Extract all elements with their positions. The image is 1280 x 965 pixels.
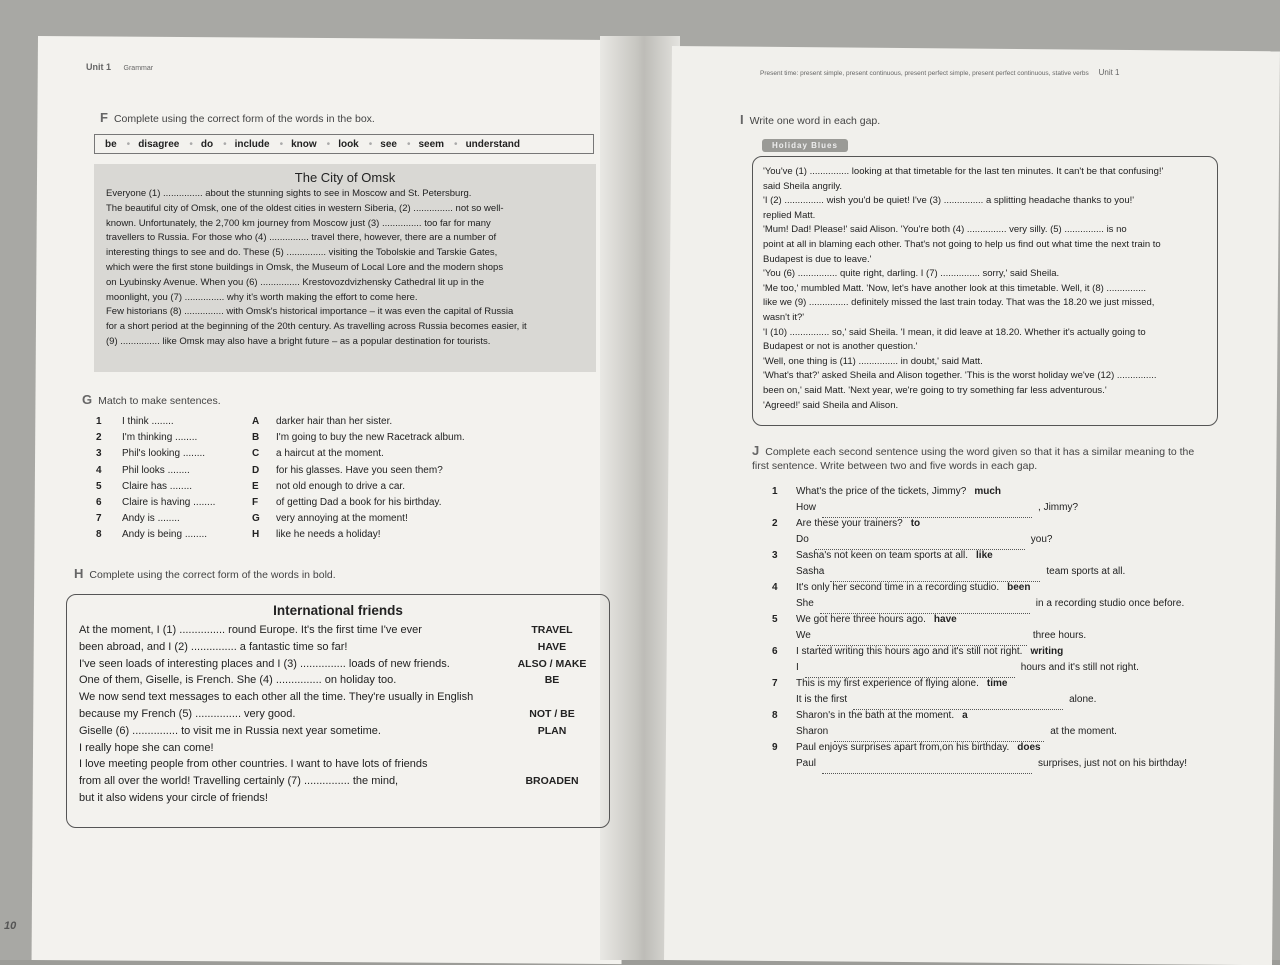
- text-line: I really hope she can come!: [79, 741, 214, 754]
- text-row: [79, 723, 597, 740]
- first-sentence: It's only her second time in a recording studio.: [796, 582, 1000, 593]
- word-separator: •: [454, 138, 458, 150]
- task-letter: I: [740, 112, 744, 127]
- instruction-text: Write one word in each gap.: [749, 115, 881, 127]
- text-line: like we (9) ............... definitely missed the last train today. That was the 18.20 we just missed,: [763, 297, 1155, 309]
- answer-gap[interactable]: [822, 502, 1032, 518]
- transformation-answer: [772, 598, 1212, 614]
- paragraph-line: interesting things to see and do. These (5) ............... visiting the Tobolskie and Tarskie Gates,: [106, 247, 498, 259]
- key-word: writing: [1030, 646, 1064, 657]
- task-j-instruction: [752, 444, 1212, 473]
- section-label: Grammar: [123, 65, 154, 72]
- international-friends-text: [79, 622, 597, 807]
- sentence-ending: like he needs a holiday!: [276, 529, 381, 541]
- transformation-answer: [772, 758, 1212, 774]
- transformation-question: [772, 678, 1212, 694]
- answer-end: , Jimmy?: [1038, 502, 1079, 513]
- word-box-word: include: [234, 138, 270, 150]
- text-line: Budapest is due to leave.': [763, 253, 872, 265]
- text-title: The City of Omsk: [294, 170, 396, 185]
- word-separator: •: [368, 138, 373, 150]
- text-title: International friends: [273, 603, 403, 618]
- transformation-answer: [772, 534, 1212, 550]
- sentence-start: I think ........: [122, 416, 174, 427]
- text-line: Budapest or not is another question.': [763, 341, 918, 353]
- text-line: 'Mum! Dad! Please!' said Alison. 'You're both (4) ............... very silly. (5) ............... is no: [763, 224, 1127, 236]
- text-line: One of them, Giselle, is French. She (4) ............... on holiday too.: [79, 674, 397, 687]
- first-sentence: We got here three hours ago.: [796, 614, 926, 625]
- first-sentence: What's the price of the tickets, Jimmy?: [796, 486, 967, 497]
- transformation-answer: [772, 502, 1212, 518]
- option-letter: G: [252, 513, 260, 525]
- paragraph-line: (9) ............... like Omsk may also have a bright future – as a popular destination for tourists.: [106, 335, 491, 347]
- answer-gap[interactable]: [815, 534, 1025, 550]
- match-row: [96, 448, 546, 464]
- match-row: [96, 497, 546, 513]
- answer-gap[interactable]: [822, 758, 1032, 774]
- answer-start: Paul: [796, 758, 817, 769]
- key-word: much: [974, 486, 1001, 497]
- answer-start: Sharon: [796, 726, 829, 737]
- word-box-word: be: [105, 138, 117, 150]
- match-list: [96, 416, 546, 546]
- text-line: wasn't it?': [763, 311, 805, 323]
- first-sentence: Paul enjoys surprises apart from,on his birthday.: [796, 742, 1010, 753]
- key-word: been: [1007, 582, 1031, 593]
- key-word: time: [986, 678, 1008, 689]
- text-line: I love meeting people from other countries. I want to have lots of friends: [79, 758, 428, 771]
- first-sentence: Sharon's in the bath at the moment.: [796, 710, 955, 721]
- first-sentence: Sasha's not keen on team sports at all.: [796, 550, 969, 561]
- item-number: 2: [772, 518, 778, 529]
- key-word: to: [910, 518, 921, 529]
- task-h-instruction: [74, 566, 336, 581]
- match-row: [96, 529, 546, 545]
- text-line: 'I (2) ............... wish you'd be quiet! I've (3) ............... a splitting headache thanks to you!': [763, 195, 1135, 207]
- item-number: 1: [96, 416, 102, 427]
- transformation-answer: [772, 566, 1212, 582]
- item-number: 8: [772, 710, 778, 721]
- right-header: [760, 68, 1210, 77]
- text-line: 'You've (1) ............... looking at that timetable for the last ten minutes. It can't be that confusing!': [763, 166, 1164, 177]
- answer-start: It is the first: [796, 694, 848, 705]
- sentence-start: Andy is ........: [122, 513, 180, 525]
- text-line: 'I (10) ............... so,' said Sheila. 'I mean, it did leave at 18.20. Whether it's actually going to: [763, 326, 1146, 338]
- answer-start: How: [796, 502, 817, 513]
- word-cue: [507, 790, 597, 807]
- first-sentence: Are these your trainers?: [796, 518, 903, 529]
- paragraph-line: Everyone (1) ............... about the stunning sights to see in Moscow and St. Petersburg.: [106, 188, 472, 199]
- word-cue: BE: [544, 674, 560, 687]
- item-number: 7: [772, 678, 778, 689]
- text-line: 'You (6) ............... quite right, darling. I (7) ............... sorry,' said Sheila.: [763, 268, 1060, 280]
- match-row: [96, 465, 546, 481]
- holiday-blues-tab: Holiday Blues: [762, 139, 848, 152]
- answer-end: you?: [1030, 534, 1053, 545]
- item-number: 5: [96, 480, 102, 492]
- paragraph-line: for a short period at the beginning of the 20th century. As travelling across Russia becomes easier, it: [106, 321, 527, 333]
- first-sentence: I started writing this hours ago and it's still not right.: [796, 646, 1023, 657]
- sentence-start: Claire has ........: [122, 480, 193, 492]
- word-box-word: look: [338, 138, 359, 150]
- answer-end: surprises, just not on his birthday!: [1038, 758, 1187, 769]
- item-number: 6: [772, 646, 778, 657]
- answer-start: Sasha: [796, 566, 825, 577]
- key-word: a: [962, 710, 968, 721]
- topic-label: Present time: present simple, present continuous, present perfect simple, present perfect continuous, stative verbs: [760, 70, 1089, 77]
- unit-label: Unit 1: [1098, 68, 1120, 77]
- item-number: 7: [96, 513, 102, 525]
- instruction-text: Complete using the correct form of the words in bold.: [89, 569, 336, 581]
- word-separator: •: [189, 138, 193, 150]
- text-row: [79, 790, 597, 807]
- option-letter: H: [252, 529, 260, 541]
- text-line: from all over the world! Travelling certainly (7) ............... the mind,: [79, 775, 399, 788]
- answer-start: Do: [796, 534, 809, 545]
- answer-gap[interactable]: [820, 598, 1030, 614]
- match-row: [96, 432, 546, 448]
- text-row: [79, 622, 597, 639]
- match-row: [96, 513, 546, 529]
- answer-end: in a recording studio once before.: [1035, 598, 1185, 609]
- text-line: Giselle (6) ............... to visit me in Russia next year sometime.: [79, 724, 381, 737]
- answer-gap[interactable]: [853, 694, 1063, 710]
- text-line: 'Well, one thing is (11) ............... in doubt,' said Matt.: [763, 355, 983, 367]
- page-number: 10: [4, 920, 17, 932]
- match-row: [96, 481, 546, 497]
- text-line: 'Agreed!' said Sheila and Alison.: [763, 399, 899, 411]
- sentence-ending: I'm going to buy the new Racetrack album.: [276, 432, 465, 444]
- answer-end: alone.: [1069, 694, 1097, 705]
- answer-end: at the moment.: [1050, 726, 1117, 737]
- key-word: have: [933, 614, 957, 625]
- omsk-paragraph: [106, 187, 584, 350]
- match-row: [96, 416, 546, 432]
- item-number: 4: [96, 464, 102, 476]
- transformation-question: [772, 646, 1212, 662]
- word-box-word: see: [380, 138, 397, 150]
- transformation-question: [772, 710, 1212, 726]
- word-cue: [507, 756, 597, 773]
- holiday-blues-box: [752, 156, 1218, 426]
- sentence-ending: for his glasses. Have you seen them?: [276, 464, 443, 476]
- word-cue: TRAVEL: [531, 624, 573, 636]
- task-letter: J: [752, 443, 760, 458]
- transformation-question: [772, 486, 1212, 502]
- sentence-ending: a haircut at the moment.: [276, 448, 384, 460]
- option-letter: A: [252, 416, 260, 427]
- word-cue: [507, 689, 597, 706]
- instruction-text: Match to make sentences.: [98, 395, 221, 407]
- sentence-ending: very annoying at the moment!: [276, 513, 408, 525]
- item-number: 4: [772, 582, 778, 593]
- task-f-instruction: [100, 110, 375, 125]
- sentence-ending: of getting Dad a book for his birthday.: [276, 496, 442, 508]
- word-box-word: understand: [465, 138, 521, 150]
- word-box-word: disagree: [138, 138, 180, 150]
- sentence-start: Andy is being ........: [122, 529, 208, 541]
- option-letter: C: [252, 448, 260, 460]
- word-cue: ALSO / MAKE: [517, 657, 587, 670]
- text-line: point at all in blaming each other. That's not going to help us find out what time the next train to: [763, 238, 1161, 250]
- word-separator: •: [406, 138, 411, 150]
- text-line: because my French (5) ............... very good.: [79, 707, 296, 720]
- item-number: 1: [772, 486, 778, 497]
- holiday-blues-text: [763, 165, 1207, 413]
- text-line: 'Me too,' mumbled Matt. 'Now, let's have another look at this timetable. Well, it (8) ...............: [763, 282, 1147, 294]
- first-sentence: This is my first experience of flying alone.: [796, 678, 979, 689]
- paragraph-line: known. Unfortunately, the 2,700 km journey from Moscow just (3) ............... too far for many: [106, 217, 491, 229]
- task-g-instruction: [82, 392, 221, 407]
- word-box-word: know: [291, 138, 317, 150]
- paragraph-line: moonlight, you (7) ............... why it's worth making the effort to come here.: [106, 291, 418, 303]
- text-line: At the moment, I (1) ............... round Europe. It's the first time I've ever: [79, 624, 422, 636]
- transformation-answer: [772, 662, 1212, 678]
- paragraph-line: Few historians (8) ............... with Omsk's historical importance – it was even the capital of Russia: [106, 306, 514, 318]
- word-separator: •: [126, 138, 131, 150]
- item-number: 6: [96, 496, 102, 508]
- task-letter: F: [100, 110, 108, 125]
- text-line: said Sheila angrily.: [763, 180, 843, 192]
- text-row: [79, 756, 597, 773]
- omsk-text-box: [94, 164, 596, 372]
- text-row: [79, 689, 597, 706]
- sentence-start: Phil looks ........: [122, 464, 190, 476]
- answer-end: three hours.: [1032, 630, 1087, 641]
- item-number: 9: [772, 742, 778, 753]
- text-line: We now send text messages to each other all the time. They're usually in English: [79, 691, 474, 704]
- transformation-question: [772, 742, 1212, 758]
- paragraph-line: travellers to Russia. For those who (4) ............... travel there, however, there are a number of: [106, 232, 497, 244]
- text-line: replied Matt.: [763, 209, 816, 221]
- left-header: [86, 62, 153, 72]
- answer-gap[interactable]: [834, 726, 1044, 742]
- answer-end: hours and it's still not right.: [1020, 662, 1139, 673]
- text-row: [79, 773, 597, 790]
- transformation-question: [772, 582, 1212, 598]
- option-letter: E: [252, 480, 259, 492]
- text-line: been abroad, and I (2) ............... a fantastic time so far!: [79, 640, 348, 653]
- sentence-ending: not old enough to drive a car.: [276, 480, 405, 492]
- transformation-question: [772, 614, 1212, 630]
- sentence-start: Claire is having ........: [122, 496, 216, 508]
- word-cue: NOT / BE: [529, 707, 575, 720]
- instruction-text: Complete using the correct form of the words in the box.: [113, 113, 375, 125]
- answer-gap[interactable]: [805, 662, 1015, 678]
- text-row: [79, 639, 597, 656]
- transformation-answer: [772, 694, 1212, 710]
- item-number: 3: [96, 448, 102, 460]
- answer-end: team sports at all.: [1046, 566, 1126, 577]
- text-line: been on,' said Matt. 'Next year, we're going to try something far less adventurous.': [763, 384, 1107, 396]
- transformation-answer: [772, 630, 1212, 646]
- answer-gap[interactable]: [817, 630, 1027, 646]
- task-letter: H: [74, 566, 84, 581]
- transformation-list: [772, 486, 1212, 774]
- text-row: [79, 706, 597, 723]
- word-separator: •: [279, 138, 284, 150]
- word-box: [94, 134, 594, 154]
- item-number: 2: [96, 432, 102, 444]
- option-letter: F: [252, 496, 259, 508]
- transformation-question: [772, 518, 1212, 534]
- item-number: 5: [772, 614, 778, 625]
- sentence-start: Phil's looking ........: [122, 448, 206, 460]
- word-box-word: do: [200, 138, 214, 150]
- international-friends-box: [66, 594, 610, 828]
- task-i-instruction: [740, 112, 880, 127]
- answer-gap[interactable]: [830, 566, 1040, 582]
- key-word: like: [976, 550, 993, 561]
- word-cue: HAVE: [537, 640, 567, 653]
- text-line: but it also widens your circle of friends!: [79, 791, 268, 804]
- answer-start: We: [796, 630, 811, 641]
- option-letter: B: [252, 432, 260, 444]
- option-letter: D: [252, 464, 260, 476]
- paragraph-line: The beautiful city of Omsk, one of the oldest cities in western Siberia, (2) ............... not so well-: [106, 202, 504, 214]
- word-cue: BROADEN: [525, 775, 579, 788]
- word-box-word: seem: [418, 138, 445, 150]
- word-cue: [507, 740, 597, 757]
- answer-start: I: [796, 662, 799, 673]
- sentence-ending: darker hair than her sister.: [276, 416, 393, 427]
- word-cue: PLAN: [537, 724, 567, 737]
- unit-label: Unit 1: [86, 62, 112, 72]
- task-letter: G: [82, 392, 93, 407]
- text-row: [79, 672, 597, 689]
- paragraph-line: which were the first stone buildings in Omsk, the Museum of Local Lore and the modern shops: [106, 261, 504, 273]
- key-word: does: [1017, 742, 1041, 753]
- text-row: [79, 656, 597, 673]
- item-number: 8: [96, 529, 102, 541]
- transformation-question: [772, 550, 1212, 566]
- sentence-start: I'm thinking ........: [122, 432, 198, 444]
- item-number: 3: [772, 550, 778, 561]
- word-separator: •: [326, 138, 331, 150]
- text-line: I've seen loads of interesting places and I (3) ............... loads of new friends.: [79, 657, 450, 670]
- text-line: 'What's that?' asked Sheila and Alison together. 'This is the worst holiday we've (12) ...............: [763, 370, 1157, 382]
- paragraph-line: on Lyubinsky Avenue. When you (6) ............... Krestovozdvizhensky Cathedral lit up in the: [106, 276, 485, 288]
- instruction-text-1: Complete each second sentence using the word given so that it has a similar meaning to the: [765, 446, 1195, 458]
- transformation-answer: [772, 726, 1212, 742]
- word-separator: •: [223, 138, 227, 150]
- instruction-text-2: first sentence. Write between two and five words in each gap.: [752, 460, 1038, 472]
- answer-start: She: [796, 598, 814, 609]
- text-row: [79, 740, 597, 757]
